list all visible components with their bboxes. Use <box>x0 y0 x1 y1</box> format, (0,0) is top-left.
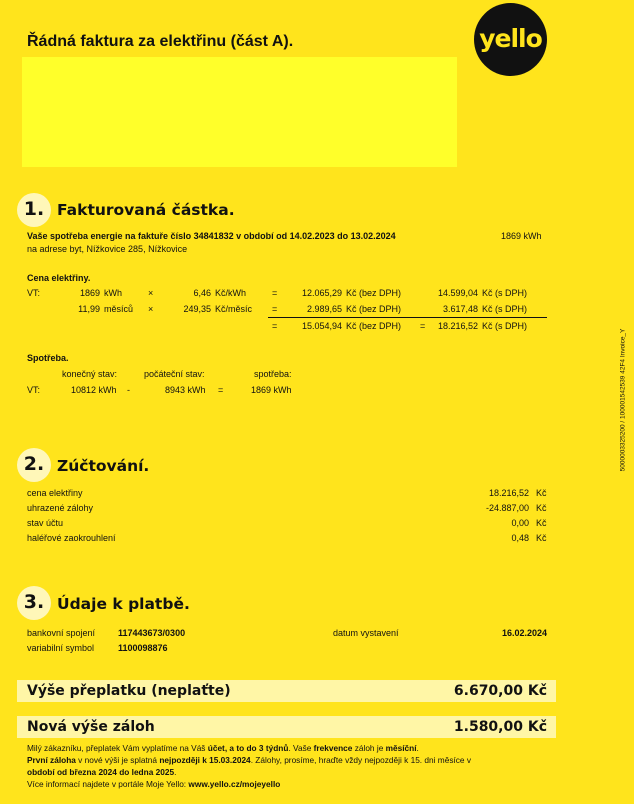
supply-address: na adrese byt, Nížkovice 285, Nížkovice <box>27 244 188 254</box>
row-gross-unit: Kč (s DPH) <box>482 304 527 314</box>
variable-symbol-value: 1100098876 <box>118 643 168 653</box>
row-qty: 1869 <box>79 288 100 298</box>
settlement-label: cena elektřiny <box>27 488 83 498</box>
usage-header-start: počáteční stav: <box>144 369 205 379</box>
total-gross: 18.216,52 <box>437 321 478 331</box>
variable-symbol-label: variabilní symbol <box>27 643 95 653</box>
logo-text: yello <box>479 24 542 53</box>
row-qty-unit: kWh <box>104 288 122 298</box>
settlement-label: stav účtu <box>27 518 64 528</box>
yello-logo <box>474 3 547 76</box>
section-3-number: 3. <box>23 591 45 613</box>
note-line-1: Milý zákazníku, přeplatek Vám vyplatíme na Váš účet, a to do 3 týdnů. Vaše frekvence záloh je měsíční. <box>27 743 419 753</box>
total-net: 15.054,94 <box>301 321 342 331</box>
usage-value: 1869 kWh <box>251 385 292 395</box>
row-times: × <box>148 288 154 298</box>
usage-label: VT: <box>27 385 41 395</box>
overpayment-value: 6.670,00 Kč <box>453 683 547 699</box>
row-times: × <box>148 304 154 314</box>
row-qty-unit: měsíců <box>104 304 134 314</box>
usage-header-end: konečný stav: <box>62 369 118 379</box>
settlement-unit: Kč <box>536 518 547 528</box>
total-divider <box>268 317 547 318</box>
usage-title: Spotřeba. <box>27 353 69 363</box>
bank-label: bankovní spojení <box>27 628 96 638</box>
row-gross: 14.599,04 <box>437 288 478 298</box>
row-price-unit: Kč/měsíc <box>215 304 253 314</box>
row-net-unit: Kč (bez DPH) <box>346 288 402 298</box>
bank-value: 117443673/0300 <box>118 628 186 638</box>
settlement-value: 0,00 <box>511 518 529 528</box>
row-net: 12.065,29 <box>301 288 342 298</box>
settlement-unit: Kč <box>536 488 547 498</box>
overpayment-label: Výše přeplatku (neplaťte) <box>27 683 231 699</box>
usage-start: 8943 kWh <box>165 385 206 395</box>
row-eq: = <box>272 288 278 298</box>
total-eq2: = <box>420 321 426 331</box>
section-1-number: 1. <box>23 198 45 220</box>
page-title: Řádná faktura za elektřinu (část A). <box>27 33 294 50</box>
row-net: 2.989,65 <box>306 304 342 314</box>
price-title: Cena elektřiny. <box>27 273 91 283</box>
consumption-intro: Vaše spotřeba energie na faktuře číslo 34841832 v období od 14.02.2023 do 13.02.2024 <box>27 231 396 241</box>
issue-date-label: datum vystavení <box>333 628 399 638</box>
row-eq: = <box>272 304 278 314</box>
total-gross-unit: Kč (s DPH) <box>482 321 527 331</box>
settlement-value: -24.887,00 <box>485 503 529 513</box>
section-3-badge <box>17 586 51 620</box>
row-gross: 3.617,48 <box>442 304 478 314</box>
row-gross-unit: Kč (s DPH) <box>482 288 527 298</box>
section-1-badge <box>17 193 51 227</box>
usage-eq: = <box>218 385 224 395</box>
section-3-title: Údaje k platbě. <box>57 595 190 613</box>
settlement-unit: Kč <box>536 533 547 543</box>
note-line-2: První záloha v nové výši je splatná nejpozději k 15.03.2024. Zálohy, prosíme, hraďte vždy nejpozději k 15. dni měsíce v <box>27 755 471 765</box>
row-price: 249,35 <box>183 304 211 314</box>
row-label: VT: <box>27 288 41 298</box>
usage-header-usage: spotřeba: <box>254 369 292 379</box>
row-price-unit: Kč/kWh <box>215 288 247 298</box>
section-2-number: 2. <box>23 453 45 475</box>
issue-date-value: 16.02.2024 <box>501 628 547 638</box>
new-deposit-value: 1.580,00 Kč <box>453 719 547 735</box>
portal-link[interactable]: www.yello.cz/mojeyello <box>188 779 281 789</box>
settlement-label: uhrazené zálohy <box>27 503 94 513</box>
section-2-badge <box>17 448 51 482</box>
consumption-total: 1869 kWh <box>501 231 542 241</box>
note-line-3: období od března 2024 do ledna 2025. <box>27 767 177 777</box>
settlement-value: 18.216,52 <box>488 488 529 498</box>
redacted-address-block <box>22 57 457 167</box>
new-deposit-label: Nová výše záloh <box>27 719 155 735</box>
usage-end: 10812 kWh <box>71 385 117 395</box>
row-net-unit: Kč (bez DPH) <box>346 304 402 314</box>
settlement-label: haléřové zaokrouhlení <box>27 533 116 543</box>
row-price: 6,46 <box>193 288 211 298</box>
section-2-title: Zúčtování. <box>57 457 150 475</box>
row-qty: 11,99 <box>78 304 100 314</box>
usage-minus: - <box>127 385 130 395</box>
section-1-title: Fakturovaná částka. <box>57 201 235 219</box>
total-net-unit: Kč (bez DPH) <box>346 321 402 331</box>
note-line-4: Více informací najdete v portále Moje Yello: www.yello.cz/mojeyello <box>27 779 281 789</box>
settlement-value: 0,48 <box>511 533 529 543</box>
settlement-unit: Kč <box>536 503 547 513</box>
side-document-code: 5000003325200 / 100001542539 42F4 Invoice_Y <box>619 328 627 472</box>
total-eq: = <box>272 321 278 331</box>
